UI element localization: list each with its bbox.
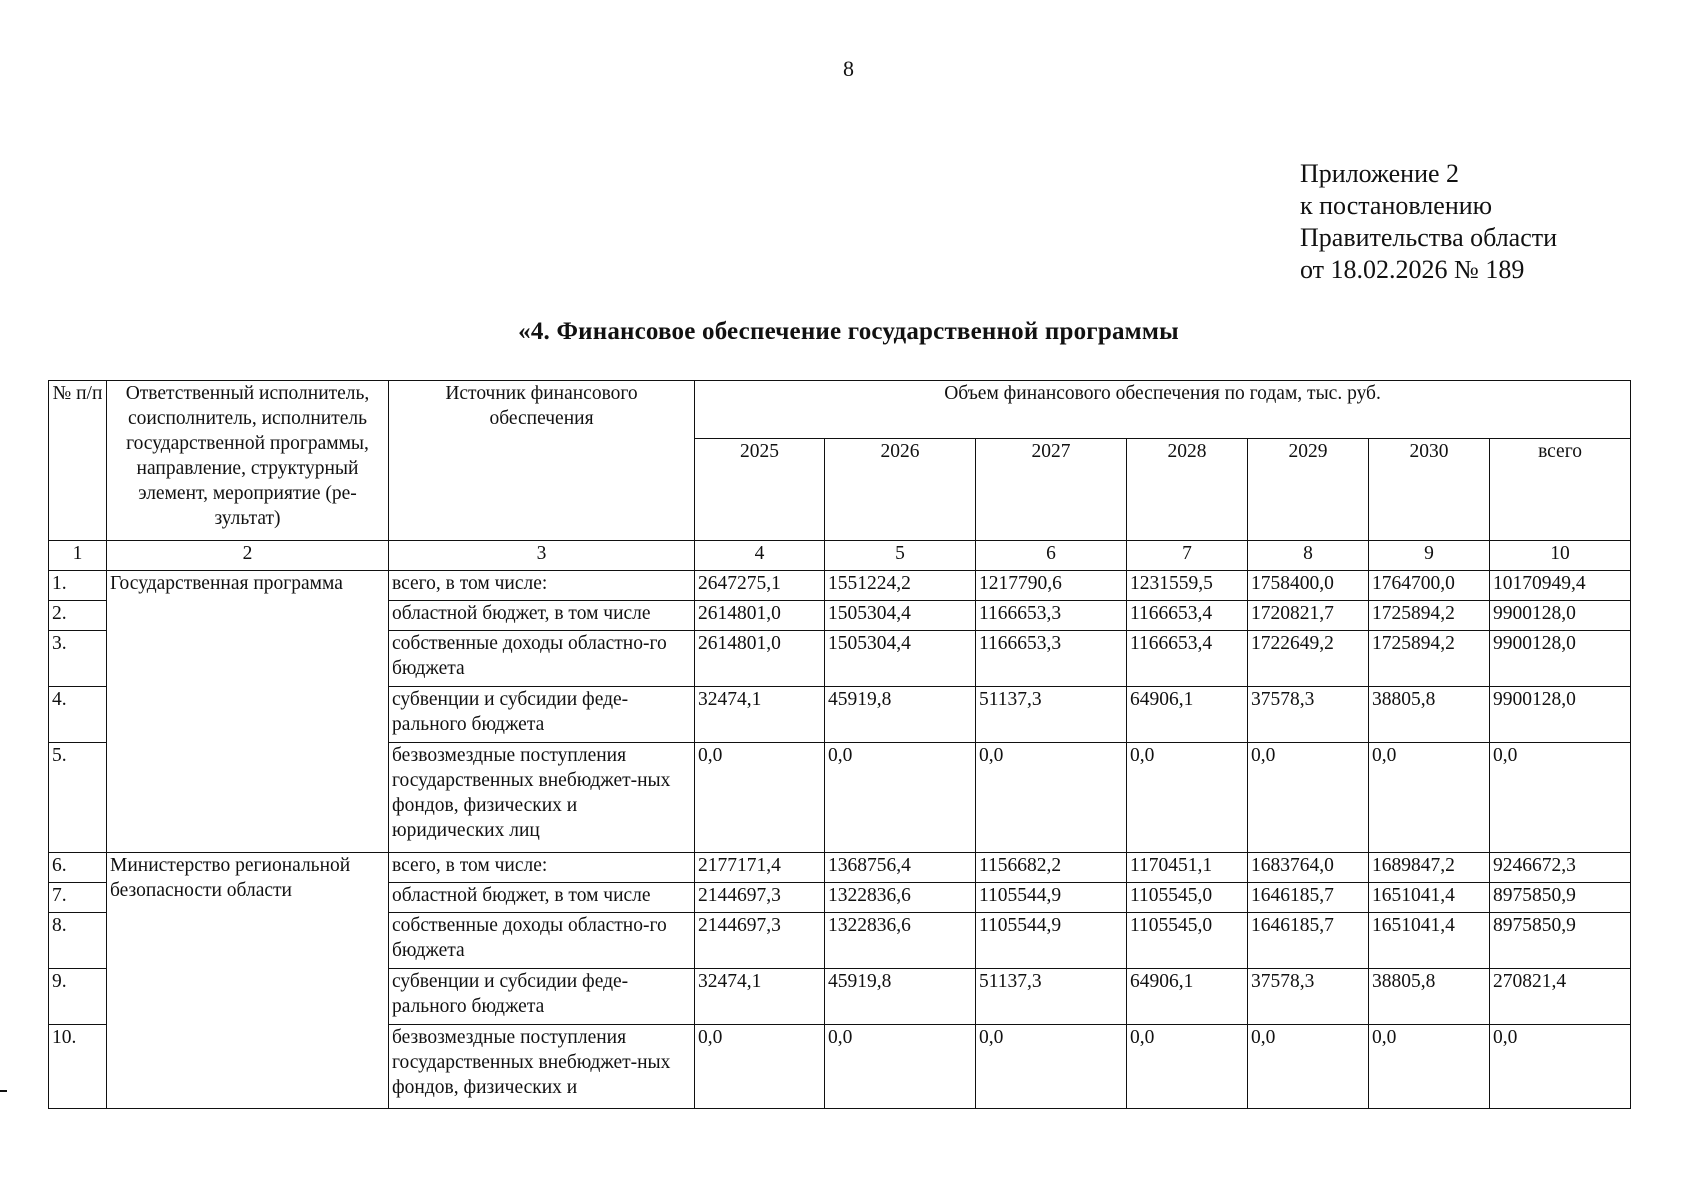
row-number: 6. bbox=[49, 853, 107, 883]
value-cell: 1166653,4 bbox=[1127, 631, 1248, 687]
value-cell: 1505304,4 bbox=[825, 631, 976, 687]
value-cell: 0,0 bbox=[825, 743, 976, 853]
value-cell: 1646185,7 bbox=[1248, 883, 1369, 913]
row-number: 9. bbox=[49, 969, 107, 1025]
value-cell: 1105544,9 bbox=[976, 883, 1127, 913]
source-cell: собственные доходы областно-го бюджета bbox=[389, 913, 695, 969]
value-cell: 0,0 bbox=[1127, 1025, 1248, 1109]
value-cell: 1651041,4 bbox=[1369, 913, 1490, 969]
value-cell: 0,0 bbox=[695, 1025, 825, 1109]
value-cell: 1166653,3 bbox=[976, 601, 1127, 631]
column-number: 8 bbox=[1248, 541, 1369, 571]
value-cell: 1689847,2 bbox=[1369, 853, 1490, 883]
column-number: 4 bbox=[695, 541, 825, 571]
value-cell: 1368756,4 bbox=[825, 853, 976, 883]
column-number: 10 bbox=[1490, 541, 1631, 571]
value-cell: 0,0 bbox=[1369, 1025, 1490, 1109]
value-cell: 9900128,0 bbox=[1490, 687, 1631, 743]
value-cell: 1551224,2 bbox=[825, 571, 976, 601]
value-cell: 1758400,0 bbox=[1248, 571, 1369, 601]
value-cell: 45919,8 bbox=[825, 969, 976, 1025]
row-number: 2. bbox=[49, 601, 107, 631]
value-cell: 1166653,3 bbox=[976, 631, 1127, 687]
value-cell: 0,0 bbox=[1490, 1025, 1631, 1109]
value-cell: 1725894,2 bbox=[1369, 631, 1490, 687]
value-cell: 9246672,3 bbox=[1490, 853, 1631, 883]
header-num: № п/п bbox=[49, 381, 107, 541]
row-number: 4. bbox=[49, 687, 107, 743]
value-cell: 10170949,4 bbox=[1490, 571, 1631, 601]
value-cell: 45919,8 bbox=[825, 687, 976, 743]
value-cell: 0,0 bbox=[976, 743, 1127, 853]
margin-mark bbox=[0, 1090, 7, 1092]
column-number: 9 bbox=[1369, 541, 1490, 571]
header-year: 2030 bbox=[1369, 439, 1490, 541]
value-cell: 37578,3 bbox=[1248, 687, 1369, 743]
value-cell: 1322836,6 bbox=[825, 883, 976, 913]
value-cell: 2614801,0 bbox=[695, 631, 825, 687]
column-number: 6 bbox=[976, 541, 1127, 571]
appendix-line: к постановлению bbox=[1300, 191, 1493, 220]
value-cell: 1764700,0 bbox=[1369, 571, 1490, 601]
source-cell: субвенции и субсидии феде-рального бюджета bbox=[389, 687, 695, 743]
value-cell: 51137,3 bbox=[976, 969, 1127, 1025]
value-cell: 1231559,5 bbox=[1127, 571, 1248, 601]
value-cell: 8975850,9 bbox=[1490, 883, 1631, 913]
column-number: 5 bbox=[825, 541, 976, 571]
value-cell: 2614801,0 bbox=[695, 601, 825, 631]
column-number: 7 bbox=[1127, 541, 1248, 571]
header-source: Источник финансового обеспечения bbox=[389, 381, 695, 541]
header-year: 2029 bbox=[1248, 439, 1369, 541]
header-year: 2028 bbox=[1127, 439, 1248, 541]
value-cell: 270821,4 bbox=[1490, 969, 1631, 1025]
row-number: 8. bbox=[49, 913, 107, 969]
source-cell: безвозмездные поступления государственных внебюджет-ных фондов, физических и юридических лиц bbox=[389, 743, 695, 853]
value-cell: 0,0 bbox=[1490, 743, 1631, 853]
row-number: 7. bbox=[49, 883, 107, 913]
value-cell: 1105545,0 bbox=[1127, 913, 1248, 969]
header-year: 2026 bbox=[825, 439, 976, 541]
value-cell: 2144697,3 bbox=[695, 883, 825, 913]
value-cell: 9900128,0 bbox=[1490, 631, 1631, 687]
value-cell: 0,0 bbox=[1248, 1025, 1369, 1109]
source-cell: субвенции и субсидии феде-рального бюджета bbox=[389, 969, 695, 1025]
value-cell: 1683764,0 bbox=[1248, 853, 1369, 883]
source-cell: областной бюджет, в том числе bbox=[389, 601, 695, 631]
source-cell: безвозмездные поступления государственных внебюджет-ных фондов, физических и bbox=[389, 1025, 695, 1109]
value-cell: 2647275,1 bbox=[695, 571, 825, 601]
value-cell: 0,0 bbox=[825, 1025, 976, 1109]
value-cell: 32474,1 bbox=[695, 687, 825, 743]
appendix-note bbox=[1300, 158, 1557, 286]
column-number: 1 bbox=[49, 541, 107, 571]
value-cell: 1105545,0 bbox=[1127, 883, 1248, 913]
header-total: всего bbox=[1490, 439, 1631, 541]
value-cell: 1505304,4 bbox=[825, 601, 976, 631]
value-cell: 38805,8 bbox=[1369, 969, 1490, 1025]
value-cell: 1217790,6 bbox=[976, 571, 1127, 601]
row-number: 3. bbox=[49, 631, 107, 687]
header-executor: Ответственный исполнитель, соисполнитель, исполнитель государственной программы, направление, структурный элемент, мероприятие (ре-зультат) bbox=[107, 381, 389, 541]
value-cell: 1722649,2 bbox=[1248, 631, 1369, 687]
value-cell: 0,0 bbox=[1127, 743, 1248, 853]
section-title: «4. Финансовое обеспечение государственной программы bbox=[518, 318, 1179, 345]
value-cell: 0,0 bbox=[1369, 743, 1490, 853]
table-row bbox=[49, 853, 1631, 883]
value-cell: 1651041,4 bbox=[1369, 883, 1490, 913]
executor-cell: Государственная программа bbox=[107, 571, 389, 853]
value-cell: 1105544,9 bbox=[976, 913, 1127, 969]
value-cell: 51137,3 bbox=[976, 687, 1127, 743]
appendix-line: Правительства области bbox=[1300, 223, 1558, 252]
row-number: 5. bbox=[49, 743, 107, 853]
source-cell: собственные доходы областно-го бюджета bbox=[389, 631, 695, 687]
row-number: 1. bbox=[49, 571, 107, 601]
source-cell: всего, в том числе: bbox=[389, 571, 695, 601]
header-volume: Объем финансового обеспечения по годам, тыс. руб. bbox=[695, 381, 1631, 439]
value-cell: 1646185,7 bbox=[1248, 913, 1369, 969]
source-cell: областной бюджет, в том числе bbox=[389, 883, 695, 913]
value-cell: 1170451,1 bbox=[1127, 853, 1248, 883]
value-cell: 8975850,9 bbox=[1490, 913, 1631, 969]
value-cell: 64906,1 bbox=[1127, 687, 1248, 743]
appendix-line: Приложение 2 bbox=[1300, 159, 1460, 188]
financing-table bbox=[48, 380, 1631, 1109]
source-cell: всего, в том числе: bbox=[389, 853, 695, 883]
header-year: 2025 bbox=[695, 439, 825, 541]
value-cell: 0,0 bbox=[1248, 743, 1369, 853]
value-cell: 2144697,3 bbox=[695, 913, 825, 969]
column-number: 3 bbox=[389, 541, 695, 571]
row-number: 10. bbox=[49, 1025, 107, 1109]
appendix-line: от 18.02.2026 № 189 bbox=[1300, 255, 1525, 284]
value-cell: 2177171,4 bbox=[695, 853, 825, 883]
value-cell: 1322836,6 bbox=[825, 913, 976, 969]
table-row bbox=[49, 571, 1631, 601]
value-cell: 37578,3 bbox=[1248, 969, 1369, 1025]
value-cell: 1156682,2 bbox=[976, 853, 1127, 883]
value-cell: 0,0 bbox=[695, 743, 825, 853]
value-cell: 1166653,4 bbox=[1127, 601, 1248, 631]
value-cell: 9900128,0 bbox=[1490, 601, 1631, 631]
page-number: 8 bbox=[843, 56, 854, 81]
executor-cell: Министерство региональной безопасности области bbox=[107, 853, 389, 1109]
value-cell: 32474,1 bbox=[695, 969, 825, 1025]
value-cell: 38805,8 bbox=[1369, 687, 1490, 743]
value-cell: 0,0 bbox=[976, 1025, 1127, 1109]
value-cell: 1720821,7 bbox=[1248, 601, 1369, 631]
column-number-row bbox=[49, 541, 1631, 571]
value-cell: 1725894,2 bbox=[1369, 601, 1490, 631]
header-year: 2027 bbox=[976, 439, 1127, 541]
column-number: 2 bbox=[107, 541, 389, 571]
value-cell: 64906,1 bbox=[1127, 969, 1248, 1025]
